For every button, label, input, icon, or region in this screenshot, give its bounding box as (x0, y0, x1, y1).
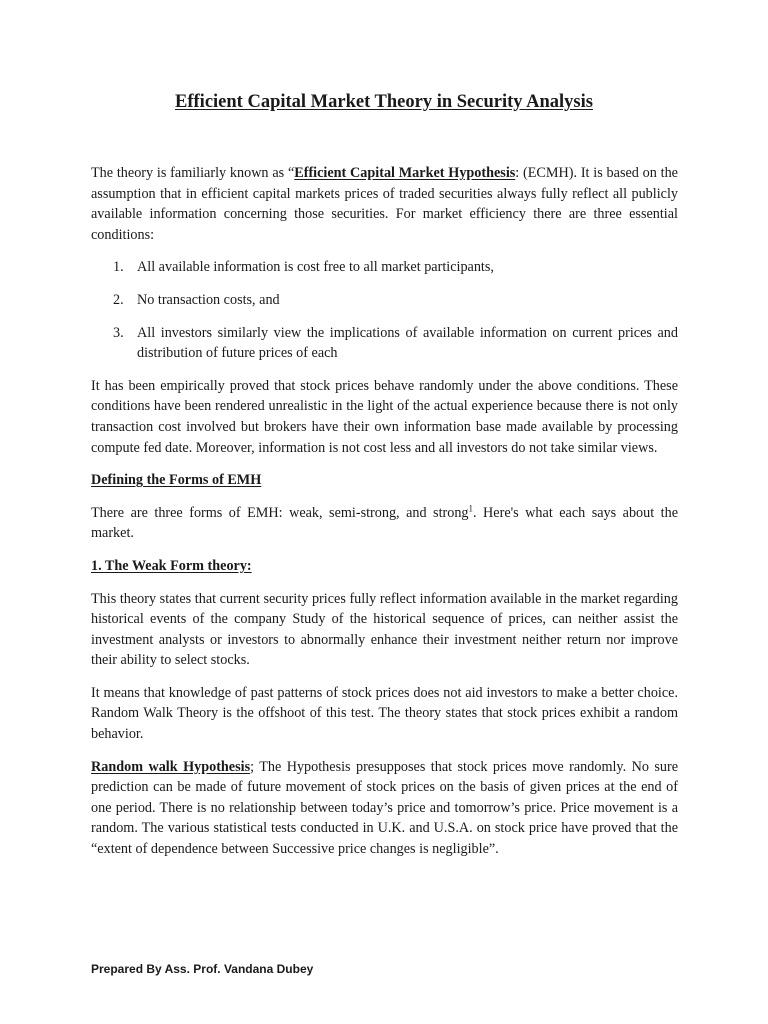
random-walk-term: Random walk Hypothesis (91, 758, 251, 775)
footnote-marker: 1 (468, 502, 474, 513)
forms-post: . Here's what each says about the market. (91, 504, 678, 542)
document-title: Efficient Capital Market Theory in Security Analysis (175, 92, 593, 112)
document-body (91, 163, 678, 872)
ecmh-term: Efficient Capital Market Hypothesis (294, 165, 516, 181)
intro-post: : (ECMH). It is based on the assumption that in efficient capital markets prices of traded securities always fully reflect all publicly available information concerning those securities. For market efficiency there are three essential conditions: (91, 165, 678, 243)
forms-heading: Defining the Forms of EMH (91, 472, 262, 489)
empirical-paragraph: It has been empirically proved that stock prices behave randomly under the above conditions. These conditions have been rendered unrealistic in the light of the actual experience because there is not only transaction cost involved but brokers have their own information base made available by processing compute fed date. Moreover, information is not cost less and all investors do not take similar views. (91, 377, 678, 456)
list-number: 2. (113, 291, 124, 308)
list-text: All investors similarly view the implications of available information on current prices and distribution of future prices of each (137, 324, 678, 362)
conditions-list (91, 257, 678, 363)
list-text: All available information is cost free to all market participants, (137, 259, 494, 276)
random-walk-post: ; The Hypothesis presupposes that stock prices move randomly. No sure prediction can be made of future movement of stock prices on the basis of given prices at the end of one period. There is no relationship between today’s price and tomorrow’s price. Price movement is a random. The various statistical tests conducted in U.K. and U.S.A. on stock price have proved that the “extent of dependence between Successive price changes is negligible”. (91, 758, 678, 858)
weak-form-paragraph-1: This theory states that current security prices fully reflect information available in the market regarding historical events of the company Study of the historical sequence of prices, can neither assist the investment analysts or investors to abnormally enhance their investment neither return nor improve their ability to select stocks. (91, 590, 678, 669)
forms-pre: There are three forms of EMH: weak, semi-strong, and strong (91, 504, 469, 521)
weak-form-heading: 1. The Weak Form theory: (91, 557, 252, 574)
list-text: No transaction costs, and (137, 291, 280, 308)
list-number: 3. (113, 324, 124, 341)
forms-paragraph (91, 503, 678, 544)
intro-paragraph (91, 163, 678, 245)
list-number: 1. (113, 259, 124, 276)
weak-form-paragraph-2: It means that knowledge of past patterns of stock prices does not aid investors to make a better choice. Random Walk Theory is the offshoot of this test. The theory states that stock prices exhibit a random behavior. (91, 684, 678, 743)
intro-pre: The theory is familiarly known as “ (91, 165, 295, 181)
list-item (91, 290, 678, 311)
list-item (91, 257, 678, 278)
random-walk-paragraph (91, 757, 678, 860)
page-footer: Prepared By Ass. Prof. Vandana Dubey (91, 962, 314, 976)
list-item (91, 323, 678, 364)
